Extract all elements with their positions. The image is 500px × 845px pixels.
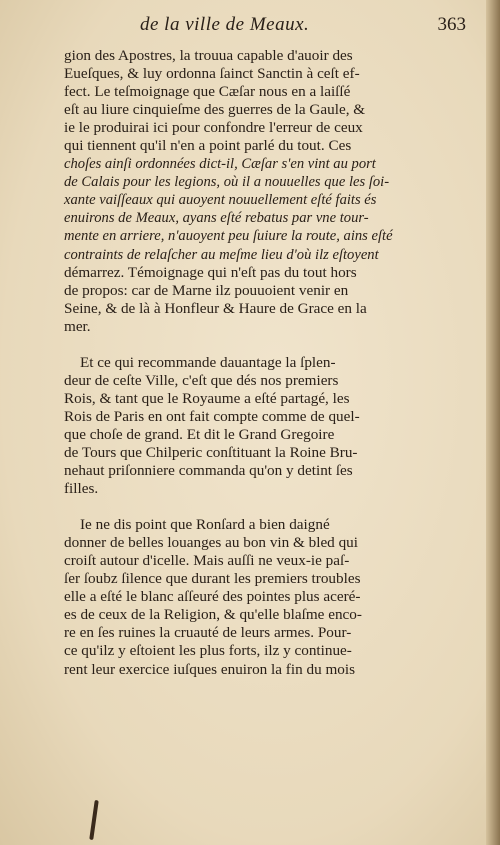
paragraph-gap	[64, 336, 474, 354]
text-line: gion des Apostres, la trouua capable d'auoir des	[64, 47, 353, 64]
text-line: elle a eſté le blanc aſſeuré des pointes plus aceré-	[64, 588, 361, 606]
text-line: re en ſes ruines la cruauté de leurs armes. Pour-	[64, 624, 352, 642]
paragraph	[64, 354, 474, 498]
text-line: choſes ainſi ordonnées dict-il, Cæſar s'en vint au port	[64, 156, 376, 173]
text-line: enuirons de Meaux, ayans eſté rebatus par vne tour-	[64, 210, 369, 227]
text-line: de propos: car de Marne ilz pouuoient venir en	[64, 281, 349, 299]
ink-mark	[89, 800, 99, 840]
paragraph	[64, 47, 474, 336]
text-line: nehaut priſonniere commanda qu'on y detint ſes	[64, 462, 353, 480]
text-line: deur de ceſte Ville, c'eſt que dés nos premiers	[64, 371, 339, 389]
text-line: es de ceux de la Religion, & qu'elle blaſme enco-	[64, 606, 362, 624]
text-line: Rois de Paris en ont fait compte comme de quel-	[64, 407, 360, 425]
text-line: de Calais pour les legions, où il a nouuelles que les ſoi-	[64, 174, 390, 191]
text-line: eſt au liure cinquieſme des guerres de la Gaule, &	[64, 101, 366, 119]
text-line: que choſe de grand. Et dit le Grand Gregoire	[64, 425, 335, 443]
text-line: fect. Le teſmoignage que Cæſar nous en a laiſſé	[64, 83, 351, 101]
text-line: contraints de relaſcher au meſme lieu d'où ilz eſtoyent	[64, 246, 379, 263]
text-line: de Tours que Chilperic conſtituant la Roine Bru-	[64, 443, 358, 461]
text-line: démarrez. Témoignage qui n'eſt pas du tout hors	[64, 263, 357, 281]
text-line: mer.	[64, 317, 91, 335]
page-number: 363	[437, 14, 466, 35]
text-line: xante vaiſſeaux qui auoyent nouuellement eſté faits és	[64, 192, 377, 209]
text-line: Seine, & de là à Honfleur & Haure de Grace en la	[64, 299, 367, 317]
text-line: croiſt autour d'icelle. Mais auſſi ne veux-ie paſ-	[64, 552, 350, 570]
text-line: qui tiennent qu'il n'en a point parlé du tout. Ces	[64, 137, 352, 155]
text-line: ie le produirai ici pour confondre l'erreur de ceux	[64, 119, 363, 137]
page-header	[0, 14, 480, 44]
paragraph	[64, 516, 474, 678]
paragraph-gap	[64, 498, 474, 516]
text-line: Et ce qui recommande dauantage la ſplen-	[80, 353, 336, 371]
text-line: Ie ne dis point que Ronſard a bien daigné	[80, 516, 330, 534]
text-line: donner de belles louanges au bon vin & bled qui	[64, 534, 358, 552]
page-gutter-shadow	[486, 0, 500, 845]
body-text	[64, 47, 474, 679]
text-line: mente en arriere, n'auoyent peu ſuiure la route, ains eſté	[64, 228, 393, 245]
text-line: Rois, & tant que le Royaume a eſté partagé, les	[64, 389, 350, 407]
text-line: ce qu'ilz y eſtoient les plus forts, ilz y continue-	[64, 642, 352, 660]
text-line: rent leur exercice iuſques enuiron la fin du mois	[64, 660, 355, 678]
text-line: Eueſques, & luy ordonna ſainct Sanctin à ceſt ef-	[64, 65, 360, 83]
text-line: filles.	[64, 480, 99, 498]
text-line: ſer ſoubz ſilence que durant les premiers troubles	[64, 570, 361, 588]
running-head: de la ville de Meaux.	[140, 14, 310, 35]
